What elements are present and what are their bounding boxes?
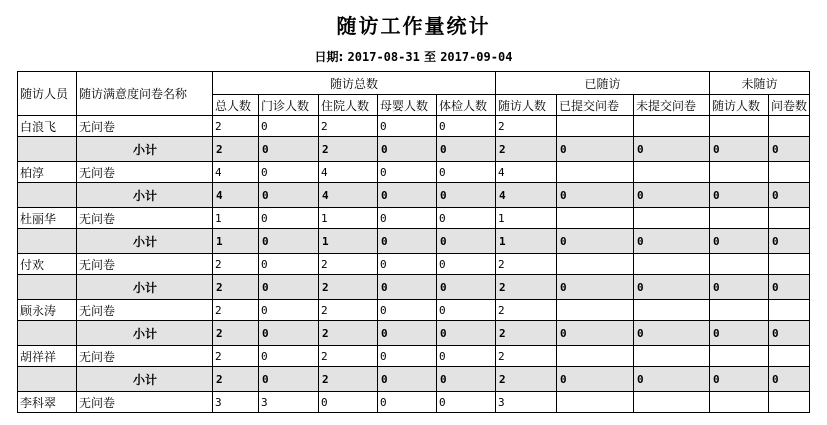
subtotal-row [18, 183, 810, 208]
subtotal-not-count: 0 [710, 275, 769, 300]
cell-unsubmitted [634, 208, 710, 229]
subtotal-checkup: 0 [437, 321, 496, 346]
subtotal-unsubmitted: 0 [634, 137, 710, 162]
cell-submitted [557, 162, 634, 183]
cell-done-count: 2 [496, 254, 557, 275]
subtotal-blank [18, 275, 77, 300]
cell-survey-name: 无问卷 [77, 300, 213, 321]
cell-not-surveys [769, 254, 810, 275]
subtotal-maternal: 0 [378, 229, 437, 254]
table-row [18, 300, 810, 321]
cell-person: 李科翠 [18, 392, 77, 413]
cell-maternal: 0 [378, 116, 437, 137]
subtotal-total: 1 [213, 229, 259, 254]
cell-not-count [710, 300, 769, 321]
subtotal-not-surveys: 0 [769, 137, 810, 162]
cell-done-count: 2 [496, 116, 557, 137]
cell-person: 白浪飞 [18, 116, 77, 137]
cell-unsubmitted [634, 300, 710, 321]
cell-not-surveys [769, 208, 810, 229]
header-not-count: 随访人数 [710, 95, 769, 116]
cell-person: 胡祥祥 [18, 346, 77, 367]
cell-not-surveys [769, 162, 810, 183]
cell-inpatient: 1 [319, 208, 378, 229]
subtotal-checkup: 0 [437, 137, 496, 162]
subtotal-checkup: 0 [437, 183, 496, 208]
cell-done-count: 1 [496, 208, 557, 229]
cell-person: 顾永涛 [18, 300, 77, 321]
cell-done-count: 4 [496, 162, 557, 183]
cell-submitted [557, 254, 634, 275]
cell-total: 2 [213, 346, 259, 367]
subtotal-unsubmitted: 0 [634, 321, 710, 346]
subtotal-outpatient: 0 [259, 183, 319, 208]
cell-unsubmitted [634, 162, 710, 183]
header-maternal: 母婴人数 [378, 95, 437, 116]
subtotal-row [18, 229, 810, 254]
subtotal-not-surveys: 0 [769, 183, 810, 208]
cell-outpatient: 0 [259, 254, 319, 275]
date-range [0, 48, 827, 65]
cell-checkup: 0 [437, 392, 496, 413]
subtotal-not-surveys: 0 [769, 321, 810, 346]
subtotal-unsubmitted: 0 [634, 275, 710, 300]
subtotal-done-count: 2 [496, 367, 557, 392]
subtotal-done-count: 1 [496, 229, 557, 254]
cell-survey-name: 无问卷 [77, 208, 213, 229]
cell-not-count [710, 392, 769, 413]
subtotal-label: 小计 [77, 321, 213, 346]
subtotal-checkup: 0 [437, 275, 496, 300]
cell-maternal: 0 [378, 346, 437, 367]
cell-inpatient: 2 [319, 116, 378, 137]
subtotal-maternal: 0 [378, 321, 437, 346]
cell-unsubmitted [634, 346, 710, 367]
cell-inpatient: 2 [319, 346, 378, 367]
subtotal-blank [18, 367, 77, 392]
subtotal-unsubmitted: 0 [634, 367, 710, 392]
cell-submitted [557, 116, 634, 137]
cell-not-count [710, 254, 769, 275]
header-total: 总人数 [213, 95, 259, 116]
header-group-done: 已随访 [496, 72, 710, 95]
cell-not-count [710, 208, 769, 229]
cell-survey-name: 无问卷 [77, 392, 213, 413]
subtotal-submitted: 0 [557, 183, 634, 208]
table-row [18, 254, 810, 275]
cell-person: 柏淳 [18, 162, 77, 183]
table-row [18, 346, 810, 367]
header-person: 随访人员 [18, 72, 77, 116]
subtotal-not-count: 0 [710, 229, 769, 254]
subtotal-total: 2 [213, 321, 259, 346]
subtotal-submitted: 0 [557, 229, 634, 254]
cell-checkup: 0 [437, 254, 496, 275]
cell-checkup: 0 [437, 300, 496, 321]
cell-outpatient: 0 [259, 346, 319, 367]
subtotal-not-count: 0 [710, 367, 769, 392]
cell-outpatient: 3 [259, 392, 319, 413]
header-group-not: 未随访 [710, 72, 810, 95]
cell-outpatient: 0 [259, 162, 319, 183]
date-separator: 至 [423, 50, 436, 64]
cell-inpatient: 2 [319, 300, 378, 321]
header-group-total: 随访总数 [213, 72, 496, 95]
header-not-surveys: 问卷数 [769, 95, 810, 116]
cell-not-count [710, 346, 769, 367]
subtotal-outpatient: 0 [259, 275, 319, 300]
subtotal-done-count: 2 [496, 137, 557, 162]
header-survey-name: 随访满意度问卷名称 [77, 72, 213, 116]
subtotal-label: 小计 [77, 137, 213, 162]
cell-not-count [710, 116, 769, 137]
table-row [18, 208, 810, 229]
subtotal-blank [18, 229, 77, 254]
cell-outpatient: 0 [259, 116, 319, 137]
cell-total: 2 [213, 300, 259, 321]
cell-inpatient: 2 [319, 254, 378, 275]
subtotal-label: 小计 [77, 229, 213, 254]
subtotal-unsubmitted: 0 [634, 183, 710, 208]
subtotal-label: 小计 [77, 183, 213, 208]
subtotal-done-count: 2 [496, 321, 557, 346]
cell-done-count: 2 [496, 346, 557, 367]
cell-not-surveys [769, 392, 810, 413]
cell-total: 1 [213, 208, 259, 229]
subtotal-inpatient: 1 [319, 229, 378, 254]
header-unsubmitted: 未提交问卷 [634, 95, 710, 116]
cell-done-count: 3 [496, 392, 557, 413]
table-row [18, 392, 810, 413]
subtotal-inpatient: 2 [319, 367, 378, 392]
cell-submitted [557, 392, 634, 413]
subtotal-total: 4 [213, 183, 259, 208]
subtotal-outpatient: 0 [259, 367, 319, 392]
cell-total: 2 [213, 254, 259, 275]
cell-not-surveys [769, 300, 810, 321]
subtotal-inpatient: 4 [319, 183, 378, 208]
subtotal-inpatient: 2 [319, 137, 378, 162]
subtotal-maternal: 0 [378, 367, 437, 392]
subtotal-outpatient: 0 [259, 229, 319, 254]
header-outpatient: 门诊人数 [259, 95, 319, 116]
cell-outpatient: 0 [259, 208, 319, 229]
subtotal-submitted: 0 [557, 137, 634, 162]
table-row [18, 116, 810, 137]
date-end: 2017-09-04 [440, 50, 513, 64]
cell-unsubmitted [634, 254, 710, 275]
subtotal-not-count: 0 [710, 321, 769, 346]
header-submitted: 已提交问卷 [557, 95, 634, 116]
cell-total: 4 [213, 162, 259, 183]
cell-maternal: 0 [378, 300, 437, 321]
subtotal-maternal: 0 [378, 275, 437, 300]
subtotal-not-surveys: 0 [769, 275, 810, 300]
subtotal-not-surveys: 0 [769, 367, 810, 392]
header-inpatient: 住院人数 [319, 95, 378, 116]
subtotal-row [18, 275, 810, 300]
cell-maternal: 0 [378, 254, 437, 275]
subtotal-total: 2 [213, 367, 259, 392]
cell-maternal: 0 [378, 208, 437, 229]
cell-maternal: 0 [378, 162, 437, 183]
subtotal-not-count: 0 [710, 137, 769, 162]
cell-checkup: 0 [437, 162, 496, 183]
cell-person: 付欢 [18, 254, 77, 275]
cell-not-surveys [769, 346, 810, 367]
subtotal-blank [18, 321, 77, 346]
cell-survey-name: 无问卷 [77, 346, 213, 367]
cell-survey-name: 无问卷 [77, 254, 213, 275]
table-row [18, 162, 810, 183]
subtotal-inpatient: 2 [319, 275, 378, 300]
cell-inpatient: 0 [319, 392, 378, 413]
subtotal-submitted: 0 [557, 367, 634, 392]
cell-checkup: 0 [437, 346, 496, 367]
subtotal-maternal: 0 [378, 137, 437, 162]
subtotal-maternal: 0 [378, 183, 437, 208]
subtotal-row [18, 137, 810, 162]
cell-checkup: 0 [437, 208, 496, 229]
date-label: 日期: [314, 50, 344, 64]
followup-workload-table [17, 71, 810, 413]
header-row-1 [18, 72, 810, 95]
subtotal-total: 2 [213, 137, 259, 162]
date-start: 2017-08-31 [347, 50, 420, 64]
cell-unsubmitted [634, 392, 710, 413]
subtotal-unsubmitted: 0 [634, 229, 710, 254]
cell-submitted [557, 300, 634, 321]
subtotal-label: 小计 [77, 367, 213, 392]
subtotal-row [18, 321, 810, 346]
header-checkup: 体检人数 [437, 95, 496, 116]
cell-survey-name: 无问卷 [77, 116, 213, 137]
cell-total: 2 [213, 116, 259, 137]
cell-submitted [557, 346, 634, 367]
cell-maternal: 0 [378, 392, 437, 413]
subtotal-checkup: 0 [437, 229, 496, 254]
report-title: 随访工作量统计 [336, 14, 491, 38]
cell-unsubmitted [634, 116, 710, 137]
subtotal-inpatient: 2 [319, 321, 378, 346]
subtotal-submitted: 0 [557, 275, 634, 300]
subtotal-blank [18, 183, 77, 208]
subtotal-total: 2 [213, 275, 259, 300]
cell-not-surveys [769, 116, 810, 137]
subtotal-outpatient: 0 [259, 321, 319, 346]
subtotal-done-count: 4 [496, 183, 557, 208]
subtotal-not-surveys: 0 [769, 229, 810, 254]
cell-inpatient: 4 [319, 162, 378, 183]
cell-checkup: 0 [437, 116, 496, 137]
cell-person: 杜丽华 [18, 208, 77, 229]
subtotal-done-count: 2 [496, 275, 557, 300]
header-done-count: 随访人数 [496, 95, 557, 116]
cell-not-count [710, 162, 769, 183]
cell-survey-name: 无问卷 [77, 162, 213, 183]
cell-total: 3 [213, 392, 259, 413]
subtotal-not-count: 0 [710, 183, 769, 208]
subtotal-blank [18, 137, 77, 162]
cell-done-count: 2 [496, 300, 557, 321]
subtotal-row [18, 367, 810, 392]
subtotal-checkup: 0 [437, 367, 496, 392]
cell-submitted [557, 208, 634, 229]
subtotal-outpatient: 0 [259, 137, 319, 162]
cell-outpatient: 0 [259, 300, 319, 321]
subtotal-label: 小计 [77, 275, 213, 300]
subtotal-submitted: 0 [557, 321, 634, 346]
